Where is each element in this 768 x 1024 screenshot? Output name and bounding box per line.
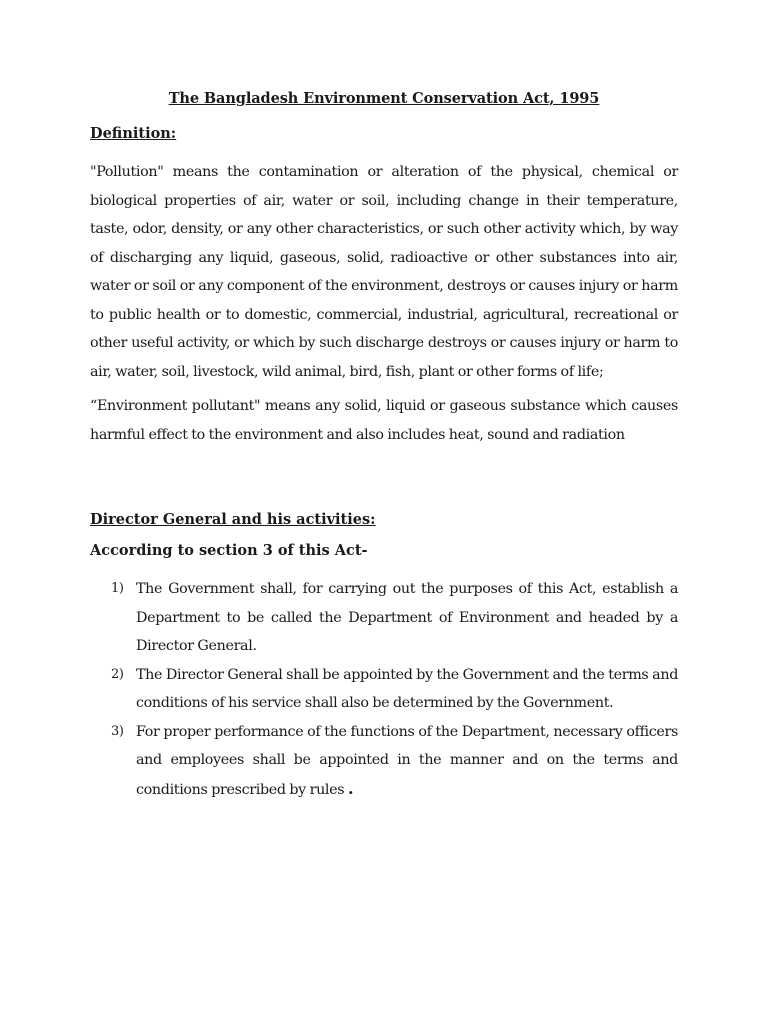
document-page [90,90,678,804]
document-title: The Bangladesh Environment Conservation Act, 1995 [168,90,600,107]
section-3-list [90,575,678,804]
list-item [90,718,678,805]
list-item-number: 2) [111,666,124,682]
list-item-text-body: For proper performance of the functions of the Department, necessary officers and employees shall be appointed in the manner and on the terms and conditions prescribed by rules [136,723,678,798]
list-item [90,661,678,718]
list-item-number: 1) [111,581,124,596]
list-item-text [136,718,678,805]
director-general-heading: Director General and his activities: [90,511,376,528]
trailing-period: . [347,778,354,798]
pollution-definition-paragraph: "Pollution" means the contamination or alteration of the physical, chemical or biological properties of air, water or soil, including change in their temperature, taste, odor, density, or any other characteristics, or such other activity which, by way of discharging any liquid, gaseous, solid, radioactive or other substances into air, water or soil or any component of the environment, destroys or causes injury or harm to public health or to domestic, commercial, industrial, agricultural, recreational or other useful activity, or which by such discharge destroys or causes injury or harm to air, water, soil, livestock, wild animal, bird, fish, plant or other forms of life; [90,164,678,380]
section-intro: According to section 3 of this Act- [90,542,368,559]
list-item-text: The Director General shall be appointed by the Government and the terms and conditions of his service shall also be determined by the Government. [136,666,678,711]
definition-heading: Definition: [90,125,177,142]
list-item-number: 3) [111,723,124,739]
environment-pollutant-paragraph: “Environment pollutant" means any solid, liquid or gaseous substance which causes harmful effect to the environment and also includes heat, sound and radiation [90,398,678,443]
list-item-text: The Government shall, for carrying out the purposes of this Act, establish a Department to be called the Department of Environment and headed by a Director General. [136,581,678,654]
list-item [90,575,678,661]
